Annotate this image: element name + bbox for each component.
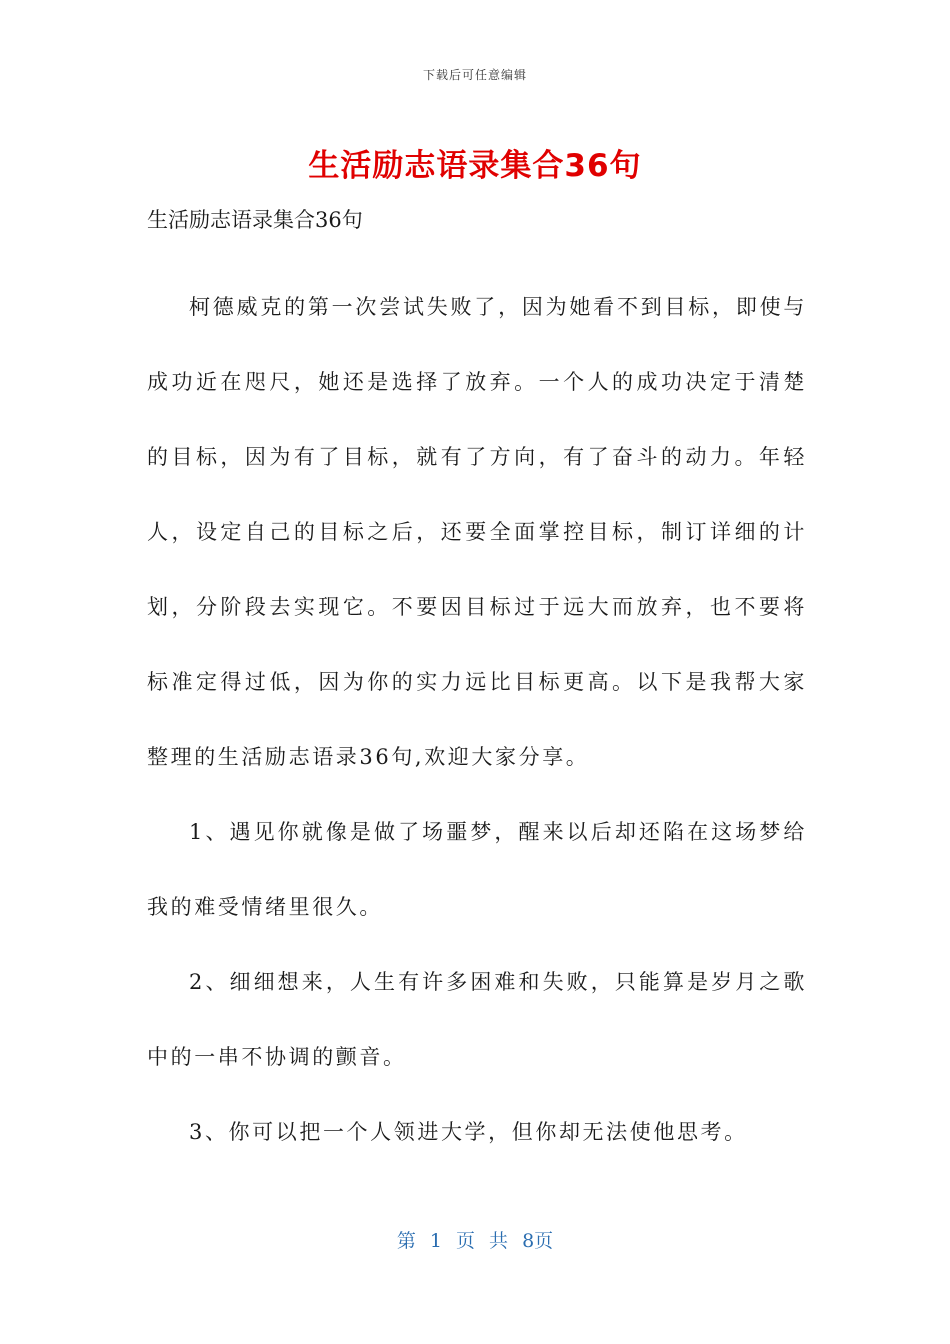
document-subtitle: 生活励志语录集合36句 [147, 208, 363, 232]
header-note: 下载后可任意编辑 [422, 68, 527, 82]
page-number-footer: 第 1 页 共 8页 [396, 1230, 554, 1252]
quote-paragraph: 1、遇见你就像是做了场噩梦，醒来以后却还陷在这场梦给我的难受情绪里很久。 [147, 820, 807, 919]
intro-paragraph: 柯德威克的第一次尝试失败了，因为她看不到目标，即使与成功近在咫尺，她还是选择了放弃。一个人的成功决定于清楚的目标，因为有了目标，就有了方向，有了奋斗的动力。年轻人，设定自己的目标之后，还要全面掌控目标，制订详细的计划，分阶段去实现它。不要因目标过于远大而放弃，也不要将标准定得过低，因为你的实力远比目标更高。以下是我帮大家整理的生活励志语录36句,欢迎大家分享。 [147, 295, 807, 769]
quote-paragraph: 2、细细想来，人生有许多困难和失败，只能算是岁月之歌中的一串不协调的颤音。 [147, 970, 807, 1069]
document-title: 生活励志语录集合36句 [308, 148, 642, 184]
document-body [147, 270, 807, 1170]
quote-paragraph: 3、你可以把一个人领进大学，但你却无法使他思考。 [189, 1120, 748, 1144]
